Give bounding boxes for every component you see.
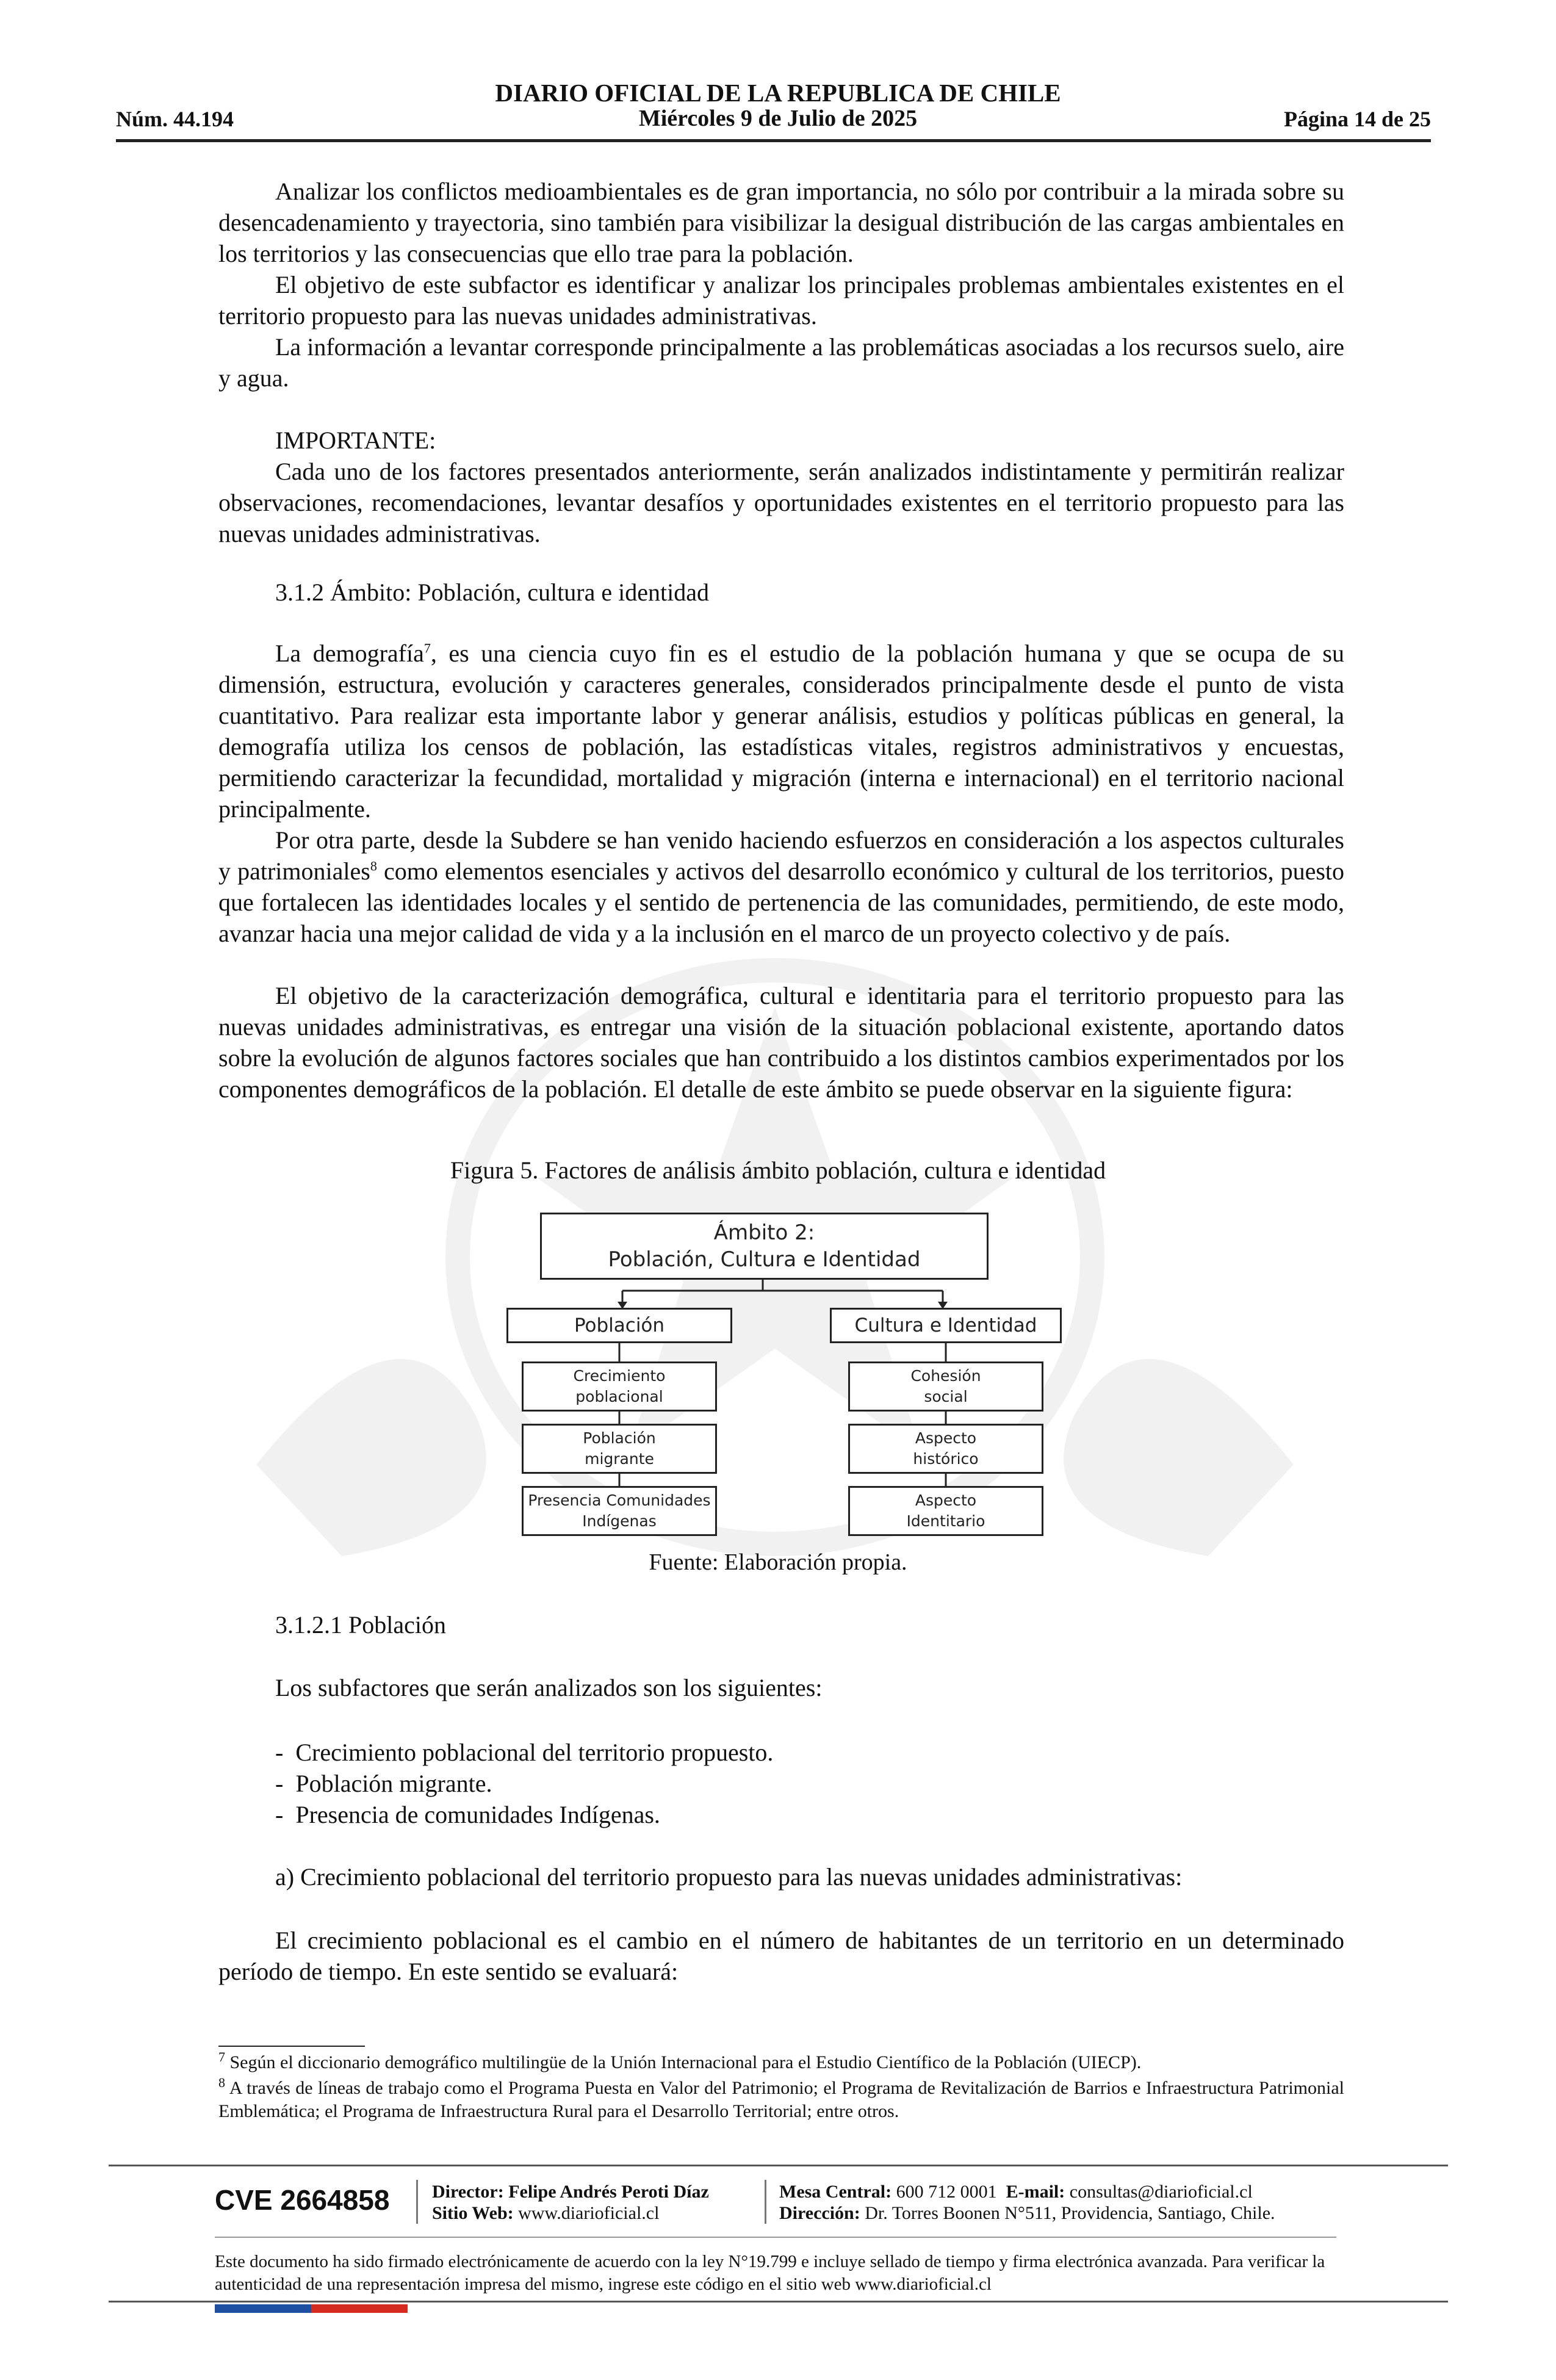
website-link[interactable]: www.diarioficial.cl (518, 2203, 660, 2223)
contact-info: Mesa Central: 600 712 0001 E-mail: consultas@diarioficial.cl (779, 2182, 1253, 2202)
list-intro: Los subfactores que serán analizados son los siguientes: (275, 1674, 823, 1701)
list-item: - Población migrante. (275, 1770, 492, 1797)
figure-diagram (506, 1205, 1056, 1547)
paragraph-growth: El crecimiento poblacional es el cambio en el número de habitantes de un territorio en un determinado período de tiempo. En este sentido se evaluará: (218, 1927, 1344, 1985)
diagram-item-crecimiento: Crecimiento poblacional (522, 1361, 717, 1412)
flag-stripe-blue (215, 2304, 311, 2313)
diagram-branch-cultura: Cultura e Identidad (830, 1308, 1062, 1343)
paragraph-subdere: Por otra parte, desde la Subdere se han venido haciendo esfuerzos en consideración a los aspectos culturales y patrimoniales$^8$ como elementos esenciales y activos del desarrollo económico y cultural de los territorios, puesto que fortalecen las identidades locales y el sentido de pertenencia de las comunidades, permitiendo, de este modo, avanzar hacia una mejor calidad de vida y a la inclusión en el marco de un proyecto colectivo y de país. (218, 826, 1345, 947)
diagram-item-migrante: Población migrante (522, 1424, 717, 1474)
footnote-7: $^7$ Según el diccionario demográfico multilingüe de la Unión Internacional para el Estudio Científico de la Población (UIECP). (218, 2049, 1142, 2072)
diagram-item-identitario: Aspecto Identitario (848, 1486, 1043, 1536)
paragraph-important: Cada uno de los factores presentados anteriormente, serán analizados indistintamente y permitirán realizar observaciones, recomendaciones, levantar desafíos y oportunidades existentes en el territorio propuesto para las nuevas unidades administrativas. (218, 458, 1344, 547)
website-info: Sitio Web: www.diarioficial.cl (432, 2203, 660, 2223)
footer-bottom-rule (109, 2301, 1448, 2302)
footer-top-rule (109, 2165, 1448, 2166)
subheading-a: a) Crecimiento poblacional del territorio propuesto para las nuevas unidades administrativas: (275, 1863, 1183, 1891)
header-rule (116, 139, 1431, 142)
important-label: IMPORTANTE: (275, 427, 436, 454)
paragraph-objective-subfactor: El objetivo de este subfactor es identificar y analizar los principales problemas ambientales existentes en el territorio propuesto para las nuevas unidades administrativas. (218, 271, 1344, 330)
diagram-item-indigenas: Presencia Comunidades Indígenas (522, 1486, 717, 1536)
list-item: - Crecimiento poblacional del territorio propuesto. (275, 1739, 774, 1766)
footnote-ref-8: 8 (370, 858, 377, 874)
masthead-title: DIARIO OFICIAL DE LA REPUBLICA DE CHILE (495, 79, 1061, 107)
section-heading-3-1-2: 3.1.2 Ámbito: Población, cultura e identidad (275, 579, 709, 606)
paragraph-characterization: El objetivo de la caracterización demográfica, cultural e identitaria para el territorio propuesto para las nuevas unidades administrativas, es entregar una visión de la situación poblacional existente, aportando datos sobre la evolución de algunos factores sociales que han contribuido a los distintos cambios experimentados por los componentes demográficos de la población. El detalle de este ámbito se puede observar en la siguiente figura: (218, 982, 1344, 1103)
footer-mid-rule (215, 2237, 1336, 2238)
paragraph-demography: La demografía$^7$, es una ciencia cuyo fin es el estudio de la población humana y que se ocupa de su dimensión, estructura, evolución y caracteres generales, considerados principalmente desde el punto de vista cuantitativo. Para realizar esta importante labor y generar análisis, estudios y políticas públicas en general, la demografía utiliza los censos de población, las estadísticas vitales, registros administrativos y encuestas, permitiendo caracterizar la fecundidad, mortalidad y migración (interna e internacional) en el territorio nacional principalmente. (218, 640, 1344, 823)
paragraph-conflicts: Analizar los conflictos medioambientales es de gran importancia, no sólo por contribuir a la mirada sobre su desencadenamiento y trayectoria, sino también para visibilizar la desigual distribución de las cargas ambientales en los territorios y las consecuencias que ello trae para la población. (218, 178, 1344, 267)
section-heading-3-1-2-1: 3.1.2.1 Población (275, 1611, 446, 1639)
page-number: Página 14 de 25 (1283, 107, 1431, 131)
diagram-item-historico: Aspecto histórico (848, 1424, 1043, 1474)
figure-source: Fuente: Elaboración propia. (649, 1549, 907, 1575)
footnote-separator (218, 2046, 365, 2047)
paragraph-information: La información a levantar corresponde principalmente a las problemáticas asociadas a los recursos suelo, aire y agua. (218, 333, 1344, 392)
list-item: - Presencia de comunidades Indígenas. (275, 1801, 660, 1828)
cve-code: CVE 2664858 (215, 2184, 390, 2216)
flag-stripe-red (311, 2304, 408, 2313)
diagram-branch-poblacion: Población (506, 1308, 732, 1343)
legal-notice: Este documento ha sido firmado electrónicamente de acuerdo con la ley N°19.799 e incluye sellado de tiempo y firma electrónica avanzada. Para verificar la autenticidad de una representación impresa del mismo, ingrese este código en el sitio web www.diarioficial.cl (215, 2252, 1325, 2294)
footer-divider (765, 2180, 766, 2224)
address-info: Dirección: Dr. Torres Boonen N°511, Providencia, Santiago, Chile. (779, 2203, 1275, 2223)
footnote-ref-7: 7 (423, 640, 431, 656)
diagram-root-box: Ámbito 2: Población, Cultura e Identidad (540, 1213, 989, 1280)
figure-caption: Figura 5. Factores de análisis ámbito población, cultura e identidad (450, 1156, 1106, 1184)
footer-divider (416, 2180, 418, 2224)
director-info: Director: Felipe Andrés Peroti Díaz (432, 2182, 709, 2202)
issue-date: Miércoles 9 de Julio de 2025 (638, 106, 918, 131)
issue-number: Núm. 44.194 (116, 107, 234, 131)
footnote-8: $^8$ A través de líneas de trabajo como el Programa Puesta en Valor del Patrimonio; el Programa de Revitalización de Barrios e Infraestructura Patrimonial Emblemática; el Programa de Infraestructura Rural para el Desarrollo Territorial; entre otros. (218, 2075, 1344, 2121)
diagram-item-cohesion: Cohesión social (848, 1361, 1043, 1412)
email-link[interactable]: consultas@diarioficial.cl (1069, 2182, 1253, 2202)
